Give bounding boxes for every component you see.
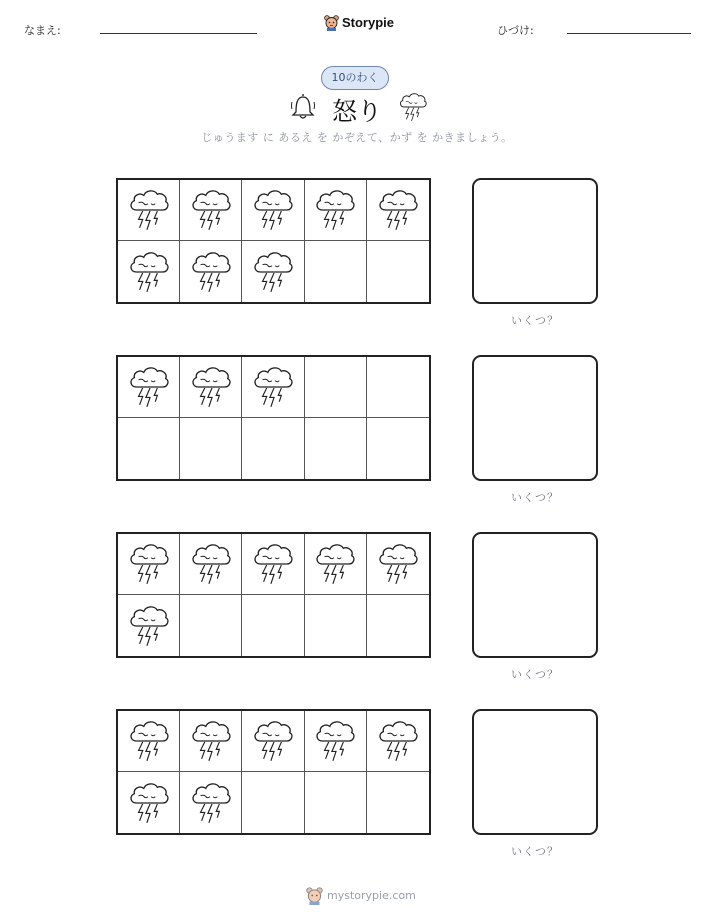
frame-cell — [242, 357, 304, 418]
storm-cloud-icon — [314, 187, 356, 233]
frame-cell — [367, 418, 429, 479]
frame-cell — [180, 772, 242, 833]
frame-cell — [118, 772, 180, 833]
frame-cell — [305, 595, 367, 656]
frame-cell — [180, 180, 242, 241]
storm-cloud-icon — [377, 541, 419, 587]
storm-cloud-icon — [396, 91, 430, 123]
storm-cloud-icon — [252, 364, 294, 410]
answer-label-3: いくつ？ — [511, 668, 559, 681]
frame-cell — [180, 418, 242, 479]
date-line[interactable] — [567, 33, 691, 34]
storm-cloud-icon — [252, 718, 294, 764]
frame-cell — [305, 711, 367, 772]
storm-cloud-icon — [128, 364, 170, 410]
answer-box-1[interactable] — [472, 178, 598, 304]
storm-cloud-icon — [252, 541, 294, 587]
brand-name: Storypie — [341, 14, 394, 30]
mascot-icon — [324, 14, 339, 31]
frame-cell — [180, 241, 242, 302]
frame-cell — [242, 711, 304, 772]
frame-cell — [305, 534, 367, 595]
frame-cell — [118, 711, 180, 772]
storm-cloud-icon — [128, 541, 170, 587]
ten-frame-1 — [116, 178, 431, 304]
frame-cell — [242, 595, 304, 656]
frame-cell — [180, 534, 242, 595]
storm-cloud-icon — [128, 187, 170, 233]
frame-cell — [305, 241, 367, 302]
frame-cell — [305, 180, 367, 241]
answer-box-3[interactable] — [472, 532, 598, 658]
frame-cell — [242, 241, 304, 302]
frame-cell — [367, 534, 429, 595]
topic-badge: 10のわく — [321, 66, 389, 90]
storm-cloud-icon — [190, 364, 232, 410]
frame-cell — [242, 772, 304, 833]
footer — [306, 885, 416, 905]
frame-cell — [367, 772, 429, 833]
storm-cloud-icon — [190, 541, 232, 587]
footer-url[interactable]: mystorypie.com — [327, 888, 416, 902]
storm-cloud-icon — [128, 780, 170, 826]
bell-icon — [290, 92, 316, 120]
frame-cell — [118, 595, 180, 656]
frame-cell — [242, 534, 304, 595]
frame-cell — [118, 534, 180, 595]
date-label: ひづけ: — [497, 24, 534, 37]
name-label: なまえ: — [24, 24, 61, 37]
frame-cell — [118, 241, 180, 302]
frame-cell — [367, 241, 429, 302]
frame-cell — [367, 180, 429, 241]
storm-cloud-icon — [128, 718, 170, 764]
storm-cloud-icon — [190, 780, 232, 826]
storm-cloud-icon — [190, 187, 232, 233]
name-line[interactable] — [100, 33, 257, 34]
frame-cell — [367, 711, 429, 772]
frame-cell — [305, 357, 367, 418]
frame-cell — [180, 357, 242, 418]
frame-cell — [118, 418, 180, 479]
storm-cloud-icon — [252, 249, 294, 295]
storm-cloud-icon — [190, 249, 232, 295]
frame-cell — [305, 418, 367, 479]
frame-cell — [180, 711, 242, 772]
storm-cloud-icon — [314, 718, 356, 764]
storm-cloud-icon — [128, 249, 170, 295]
ten-frame-2 — [116, 355, 431, 481]
storm-cloud-icon — [377, 187, 419, 233]
answer-box-2[interactable] — [472, 355, 598, 481]
ten-frame-4 — [116, 709, 431, 835]
storm-cloud-icon — [128, 603, 170, 649]
frame-cell — [118, 357, 180, 418]
answer-label-4: いくつ？ — [511, 845, 559, 858]
mascot-icon — [306, 886, 323, 905]
answer-box-4[interactable] — [472, 709, 598, 835]
frame-cell — [180, 595, 242, 656]
answer-label-2: いくつ？ — [511, 491, 559, 504]
storm-cloud-icon — [377, 718, 419, 764]
storm-cloud-icon — [314, 541, 356, 587]
instructions: じゅうます に あるえ を かぞえて、かず を かきましょう。 — [201, 131, 513, 144]
frame-cell — [242, 180, 304, 241]
frame-cell — [367, 595, 429, 656]
storm-cloud-icon — [252, 187, 294, 233]
page-title: 怒り — [331, 97, 382, 126]
frame-cell — [118, 180, 180, 241]
brand-logo — [324, 13, 394, 31]
answer-label-1: いくつ？ — [511, 314, 559, 327]
ten-frame-3 — [116, 532, 431, 658]
storm-cloud-icon — [190, 718, 232, 764]
frame-cell — [242, 418, 304, 479]
frame-cell — [367, 357, 429, 418]
frame-cell — [305, 772, 367, 833]
